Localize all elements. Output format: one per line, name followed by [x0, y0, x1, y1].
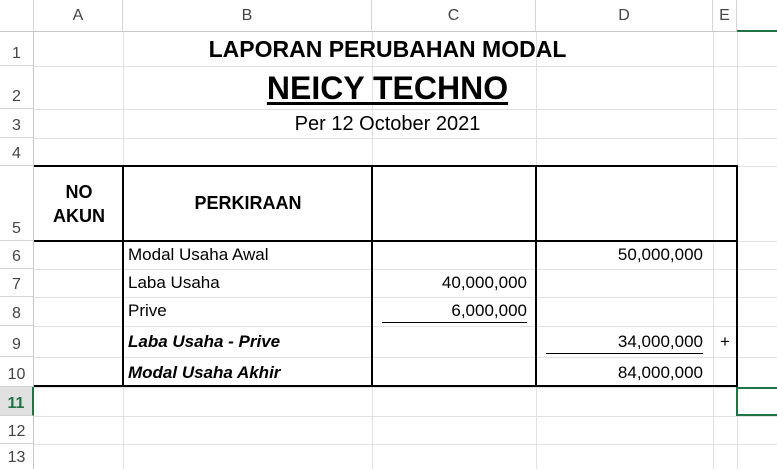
report-title[interactable]: LAPORAN PERUBAHAN MODAL [208, 36, 567, 62]
gridline-horizontal [34, 66, 777, 67]
row-header-10[interactable]: 10 [0, 357, 34, 387]
row-modal-usaha-awal-label[interactable]: Modal Usaha Awal [128, 245, 269, 264]
column-header-d[interactable]: D [536, 0, 713, 32]
column-header-b[interactable]: B [123, 0, 372, 32]
row-modal-usaha-awal-d[interactable]: 50,000,000 [617, 245, 703, 264]
table-header-border-bottom [34, 240, 738, 242]
gridline-horizontal [34, 444, 777, 445]
gridline-horizontal [34, 387, 777, 388]
gridline-horizontal [34, 138, 777, 139]
row-header-12[interactable]: 12 [0, 416, 34, 444]
row-laba-minus-prive-label[interactable]: Laba Usaha - Prive [128, 332, 281, 351]
header-no-line2: AKUN [53, 206, 105, 226]
column-header-a[interactable]: A [34, 0, 123, 32]
row-laba-minus-prive-plus[interactable]: + [720, 332, 730, 351]
row-header-11[interactable]: 11 [0, 387, 34, 416]
row-header-7[interactable]: 7 [0, 269, 34, 297]
header-no-line1: NO [65, 182, 93, 202]
gridline-horizontal [34, 326, 777, 327]
table-border-bc [371, 165, 373, 387]
select-all-corner[interactable] [0, 0, 34, 32]
active-cell-selection[interactable] [736, 387, 777, 416]
gridline-horizontal [34, 357, 777, 358]
prive-underline [382, 322, 527, 323]
row-header-5[interactable]: 5 [0, 166, 34, 241]
table-border-ab [122, 165, 124, 387]
header-perkiraan[interactable]: PERKIRAAN [194, 193, 302, 213]
row-header-9[interactable]: 9 [0, 326, 34, 357]
gridline-horizontal [34, 416, 777, 417]
column-header-c[interactable]: C [372, 0, 536, 32]
row-header-1[interactable]: 1 [0, 32, 34, 66]
row-header-6[interactable]: 6 [0, 241, 34, 269]
subtotal-underline [546, 353, 703, 354]
row-laba-minus-prive-d[interactable]: 34,000,000 [617, 332, 703, 351]
gridline-horizontal [34, 109, 777, 110]
row-prive-c[interactable]: 6,000,000 [451, 301, 527, 320]
gridline-vertical [713, 32, 714, 469]
row-prive-label[interactable]: Prive [128, 301, 167, 320]
row-header-3[interactable]: 3 [0, 109, 34, 138]
active-column-indicator [737, 30, 777, 32]
column-header-f[interactable] [737, 0, 777, 32]
row-header-13[interactable]: 13 [0, 444, 34, 469]
row-header-2[interactable]: 2 [0, 66, 34, 109]
gridline-horizontal [34, 297, 777, 298]
table-border-right [736, 165, 738, 387]
row-modal-usaha-akhir-label[interactable]: Modal Usaha Akhir [128, 363, 281, 382]
report-date[interactable]: Per 12 October 2021 [294, 113, 481, 135]
table-border-cd [535, 165, 537, 387]
row-modal-usaha-akhir-d[interactable]: 84,000,000 [617, 363, 703, 382]
company-name[interactable]: NEICY TECHNO [266, 70, 509, 106]
row-header-4[interactable]: 4 [0, 138, 34, 166]
table-border-top [34, 165, 738, 167]
header-no-akun[interactable] [36, 180, 122, 228]
gridline-horizontal [34, 269, 777, 270]
row-header-8[interactable]: 8 [0, 297, 34, 326]
row-laba-usaha-label[interactable]: Laba Usaha [128, 273, 220, 292]
row-laba-usaha-c[interactable]: 40,000,000 [441, 273, 527, 292]
table-border-bottom [34, 385, 738, 387]
column-header-e[interactable]: E [713, 0, 737, 32]
